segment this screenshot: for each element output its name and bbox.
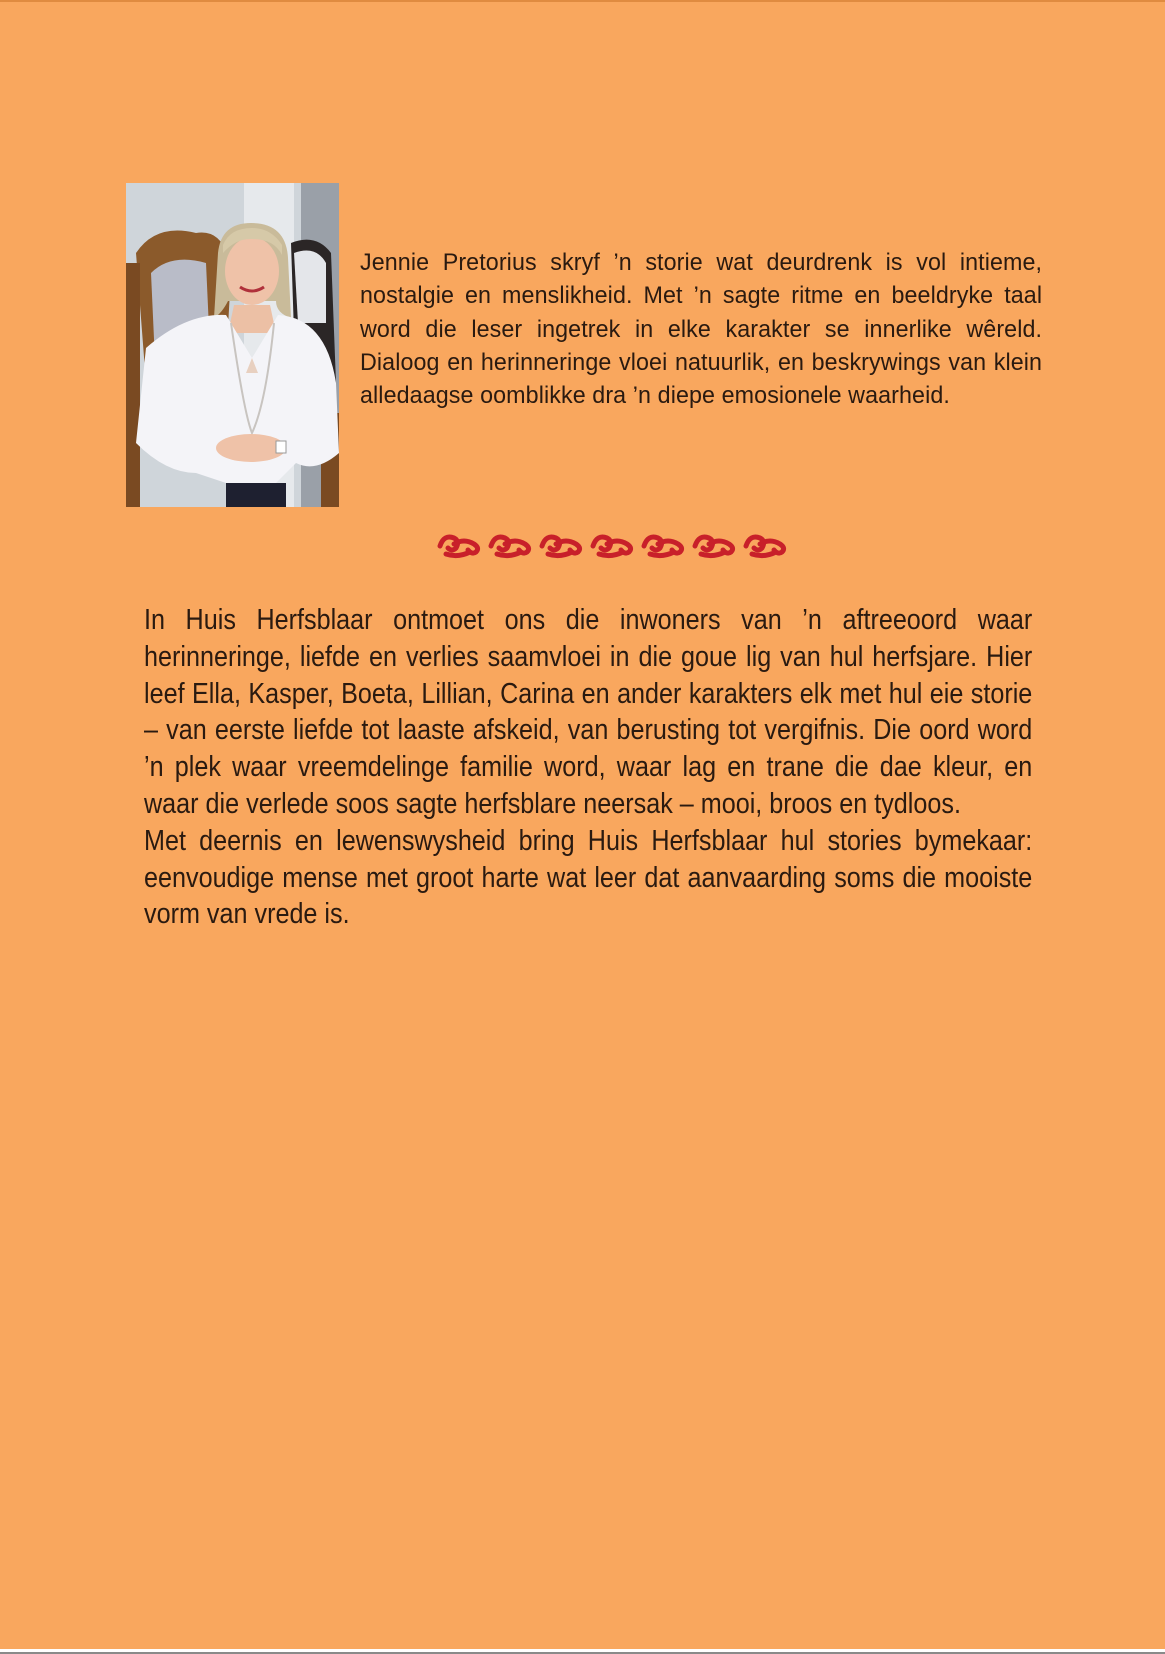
scroll-flourish-icon [640, 528, 688, 562]
scroll-flourish-icon [436, 528, 484, 562]
blurb-paragraph: Met deernis en lewenswysheid bring Huis Herfsblaar hul stories bymekaar: eenvoudige mense met groot harte wat leer dat aanvaarding soms die mooiste vorm van vrede is. [144, 824, 1033, 931]
scroll-flourish-icon [742, 528, 790, 562]
book-blurb [144, 602, 1032, 933]
scroll-flourish-icon [589, 528, 637, 562]
top-border [0, 0, 1165, 2]
scroll-flourish-icon [487, 528, 535, 562]
author-bio: Jennie Pretorius skryf ’n storie wat deurdrenk is vol intieme, nostalgie en menslikheid. Met ’n sagte ritme en beeldryke taal word die leser ingetrek in elke karakter se innerlike wêreld. Dialoog en herinneringe vloei natuurlik, en beskrywings van klein alledaagse oomblikke dra ’n diepe emosionele waarheid. [360, 249, 1043, 410]
scroll-flourish-icon [691, 528, 739, 562]
author-portrait-illustration [126, 183, 339, 507]
ornament-divider [436, 528, 790, 562]
blurb-paragraph: In Huis Herfsblaar ontmoet ons die inwoners van ’n aftreeoord waar herinneringe, liefde en verlies saamvloei in die goue lig van hul herfsjare. Hier leef Ella, Kasper, Boeta, Lillian, Carina en ander karakters elk met hul eie storie – van eerste liefde tot laaste afskeid, van berusting tot vergifnis. Die oord word ’n plek waar vreemdelinge familie word, waar lag en trane die dae kleur, en waar die verlede soos sagte herfsblare neersak – mooi, broos en tydloos. [144, 604, 1033, 820]
scroll-flourish-icon [538, 528, 586, 562]
bottom-border [0, 1649, 1165, 1654]
author-photo [126, 183, 339, 507]
